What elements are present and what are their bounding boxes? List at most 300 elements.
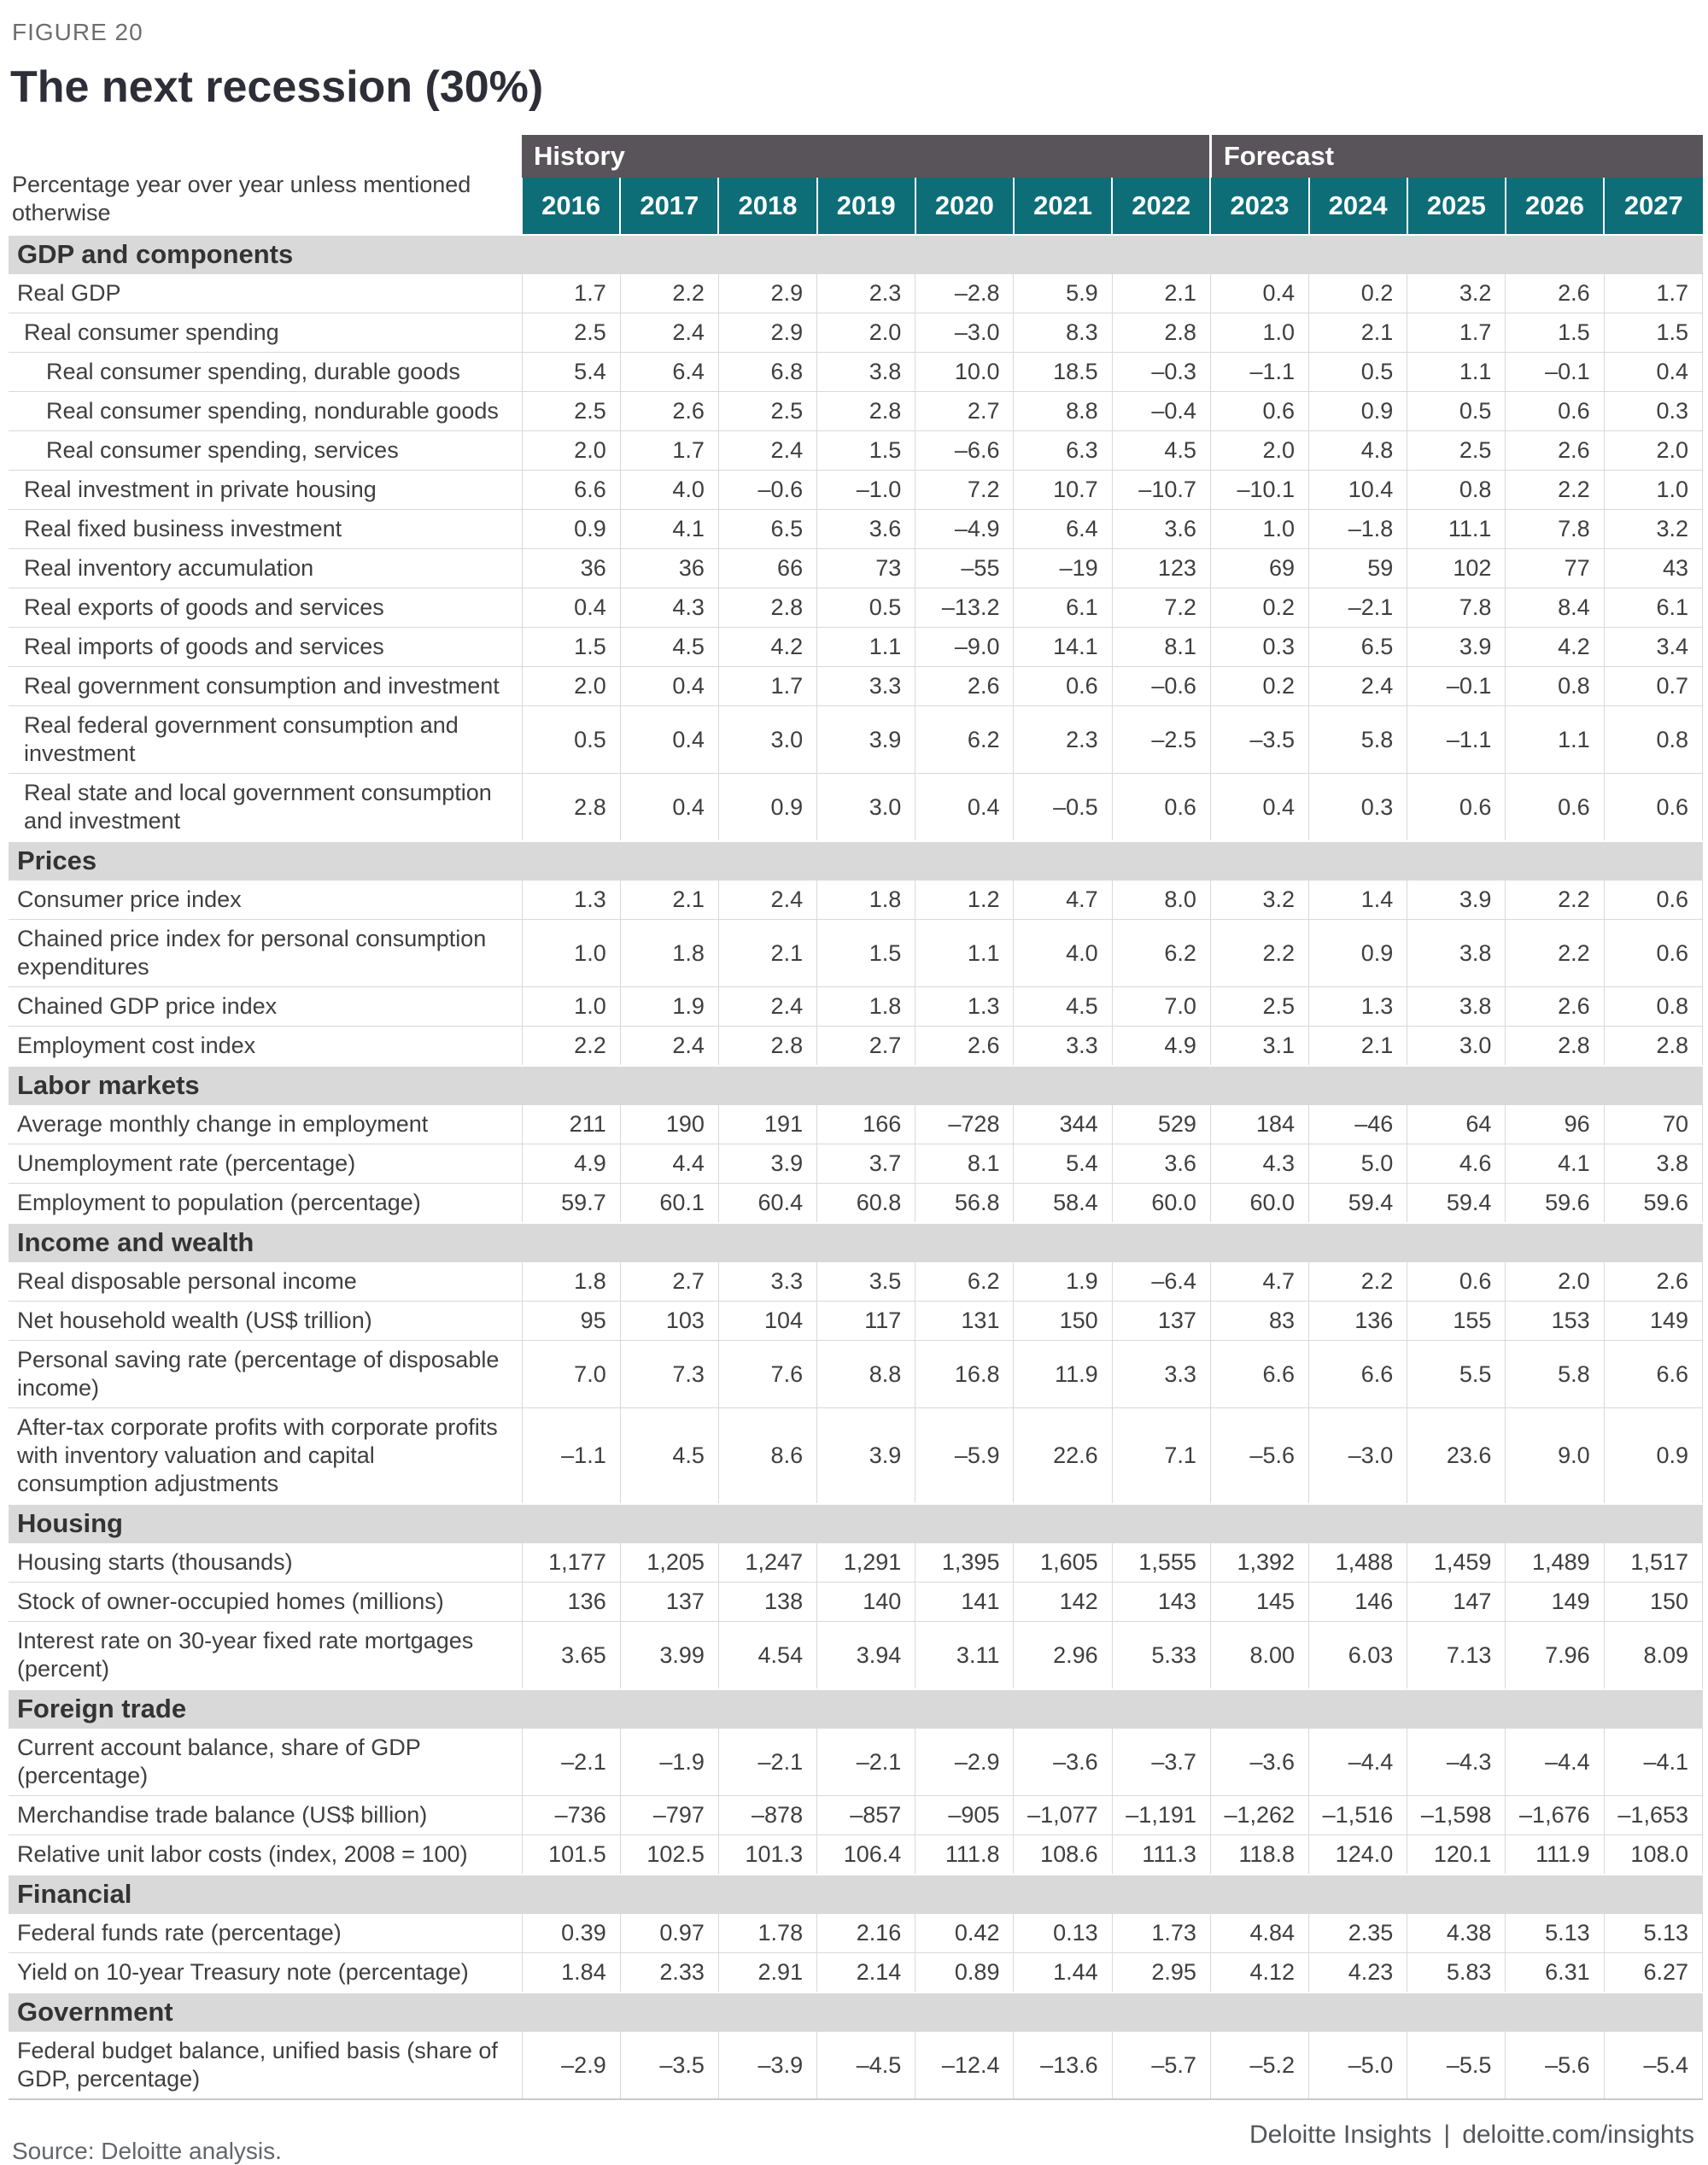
value-cell-2021: –3.6: [1014, 1729, 1112, 1796]
value-cell-2020: –55: [915, 549, 1014, 588]
value-cell-2019: 1,291: [817, 1543, 915, 1583]
value-cell-2019: 3.9: [817, 1408, 915, 1505]
value-cell-2027: 0.6: [1604, 920, 1702, 987]
figure-label: FIGURE 20: [12, 19, 143, 45]
value-cell-2022: 3.3: [1112, 1341, 1210, 1408]
value-cell-2023: –3.6: [1210, 1729, 1308, 1796]
value-cell-2016: 1.7: [522, 274, 620, 313]
value-cell-2025: 120.1: [1407, 1835, 1506, 1875]
value-cell-2022: 4.9: [1112, 1027, 1210, 1067]
value-cell-2018: 191: [718, 1105, 816, 1144]
value-cell-2017: 60.1: [620, 1184, 718, 1224]
value-cell-2019: 3.94: [817, 1622, 915, 1690]
table-row: [9, 549, 1703, 588]
value-cell-2024: 4.8: [1309, 431, 1407, 471]
value-cell-2026: –1,676: [1506, 1796, 1604, 1835]
row-label: Real state and local government consumption and investment: [9, 774, 522, 842]
value-cell-2025: 23.6: [1407, 1408, 1506, 1505]
value-cell-2026: 2.8: [1506, 1027, 1604, 1067]
value-cell-2021: 4.0: [1014, 920, 1112, 987]
value-cell-2020: 1.1: [915, 920, 1014, 987]
value-cell-2026: 1.5: [1506, 313, 1604, 353]
value-cell-2024: –46: [1309, 1105, 1407, 1144]
row-label: Current account balance, share of GDP (percentage): [9, 1729, 522, 1796]
value-cell-2020: 2.6: [915, 1027, 1014, 1067]
table-row: [9, 1835, 1703, 1875]
value-cell-2017: 1.8: [620, 920, 718, 987]
value-cell-2026: 2.2: [1506, 471, 1604, 510]
value-cell-2024: 2.4: [1309, 667, 1407, 706]
value-cell-2020: 111.8: [915, 1835, 1014, 1875]
row-label: Real disposable personal income: [9, 1262, 522, 1302]
value-cell-2016: 59.7: [522, 1184, 620, 1224]
value-cell-2016: 36: [522, 549, 620, 588]
section-header: Foreign trade: [9, 1689, 1703, 1729]
value-cell-2019: –4.5: [817, 2032, 915, 2100]
value-cell-2022: –10.7: [1112, 471, 1210, 510]
value-cell-2017: 2.4: [620, 1027, 718, 1067]
value-cell-2016: 2.0: [522, 431, 620, 471]
table-note: Percentage year over year unless mentioned otherwise: [12, 172, 471, 225]
value-cell-2019: 73: [817, 549, 915, 588]
value-cell-2017: 4.4: [620, 1144, 718, 1184]
year-header-2016: 2016: [522, 178, 620, 235]
value-cell-2016: 101.5: [522, 1835, 620, 1875]
value-cell-2019: 2.8: [817, 392, 915, 431]
value-cell-2022: –0.6: [1112, 667, 1210, 706]
year-header-2025: 2025: [1407, 178, 1506, 235]
value-cell-2020: –2.8: [915, 274, 1014, 313]
table-row: [9, 1622, 1703, 1690]
value-cell-2022: 6.2: [1112, 920, 1210, 987]
value-cell-2026: 4.2: [1506, 628, 1604, 667]
value-cell-2023: 0.4: [1210, 274, 1308, 313]
value-cell-2025: 1.7: [1407, 313, 1506, 353]
history-header: History: [522, 135, 1210, 178]
value-cell-2019: 166: [817, 1105, 915, 1144]
value-cell-2020: 16.8: [915, 1341, 1014, 1408]
value-cell-2020: 131: [915, 1302, 1014, 1341]
value-cell-2027: 5.13: [1604, 1914, 1702, 1953]
value-cell-2022: 2.1: [1112, 274, 1210, 313]
value-cell-2022: –1,191: [1112, 1796, 1210, 1835]
value-cell-2025: 5.5: [1407, 1341, 1506, 1408]
value-cell-2019: 3.7: [817, 1144, 915, 1184]
value-cell-2027: 0.6: [1604, 881, 1702, 920]
value-cell-2020: 7.2: [915, 471, 1014, 510]
table-row: [9, 987, 1703, 1027]
value-cell-2018: 2.1: [718, 920, 816, 987]
value-cell-2027: 150: [1604, 1583, 1702, 1622]
value-cell-2026: 2.6: [1506, 274, 1604, 313]
value-cell-2023: 6.6: [1210, 1341, 1308, 1408]
value-cell-2017: 0.97: [620, 1914, 718, 1953]
value-cell-2020: 10.0: [915, 353, 1014, 392]
value-cell-2024: 1.3: [1309, 987, 1407, 1027]
table-corner: [9, 135, 522, 235]
year-header-2021: 2021: [1014, 178, 1112, 235]
row-label: Unemployment rate (percentage): [9, 1144, 522, 1184]
value-cell-2018: 2.91: [718, 1953, 816, 1993]
value-cell-2019: 3.8: [817, 353, 915, 392]
value-cell-2023: –10.1: [1210, 471, 1308, 510]
value-cell-2025: 0.6: [1407, 774, 1506, 842]
value-cell-2027: 108.0: [1604, 1835, 1702, 1875]
value-cell-2016: –1.1: [522, 1408, 620, 1505]
value-cell-2026: 149: [1506, 1583, 1604, 1622]
value-cell-2021: 6.1: [1014, 588, 1112, 628]
value-cell-2024: 6.5: [1309, 628, 1407, 667]
value-cell-2021: 1,605: [1014, 1543, 1112, 1583]
value-cell-2019: 2.0: [817, 313, 915, 353]
value-cell-2025: –0.1: [1407, 667, 1506, 706]
value-cell-2024: 6.03: [1309, 1622, 1407, 1690]
value-cell-2018: 7.6: [718, 1341, 816, 1408]
value-cell-2017: 6.4: [620, 353, 718, 392]
value-cell-2018: 101.3: [718, 1835, 816, 1875]
value-cell-2021: 108.6: [1014, 1835, 1112, 1875]
value-cell-2023: –5.6: [1210, 1408, 1308, 1505]
value-cell-2016: 7.0: [522, 1341, 620, 1408]
value-cell-2024: 2.2: [1309, 1262, 1407, 1302]
value-cell-2027: 3.2: [1604, 510, 1702, 549]
table-row: [9, 706, 1703, 774]
value-cell-2025: 7.13: [1407, 1622, 1506, 1690]
value-cell-2018: 6.8: [718, 353, 816, 392]
value-cell-2025: 1,459: [1407, 1543, 1506, 1583]
value-cell-2022: –0.3: [1112, 353, 1210, 392]
table-row: [9, 471, 1703, 510]
value-cell-2018: 66: [718, 549, 816, 588]
table-row: [9, 1341, 1703, 1408]
value-cell-2016: –2.1: [522, 1729, 620, 1796]
value-cell-2017: 36: [620, 549, 718, 588]
table-row: [9, 774, 1703, 842]
value-cell-2018: 3.3: [718, 1262, 816, 1302]
value-cell-2023: 4.12: [1210, 1953, 1308, 1993]
row-label: Net household wealth (US$ trillion): [9, 1302, 522, 1341]
forecast-header: Forecast: [1210, 135, 1702, 178]
value-cell-2024: 0.3: [1309, 774, 1407, 842]
value-cell-2027: 0.7: [1604, 667, 1702, 706]
value-cell-2024: 10.4: [1309, 471, 1407, 510]
footer-url: deloitte.com/insights: [1462, 2121, 1694, 2149]
value-cell-2027: 70: [1604, 1105, 1702, 1144]
value-cell-2024: –1.8: [1309, 510, 1407, 549]
value-cell-2027: 0.8: [1604, 706, 1702, 774]
value-cell-2019: 8.8: [817, 1341, 915, 1408]
value-cell-2025: –1.1: [1407, 706, 1506, 774]
value-cell-2020: –12.4: [915, 2032, 1014, 2100]
value-cell-2020: 0.42: [915, 1914, 1014, 1953]
value-cell-2019: 3.6: [817, 510, 915, 549]
value-cell-2018: –878: [718, 1796, 816, 1835]
value-cell-2021: –1,077: [1014, 1796, 1112, 1835]
value-cell-2017: 4.0: [620, 471, 718, 510]
value-cell-2023: 83: [1210, 1302, 1308, 1341]
value-cell-2026: 6.31: [1506, 1953, 1604, 1993]
value-cell-2019: 1.5: [817, 431, 915, 471]
value-cell-2020: –9.0: [915, 628, 1014, 667]
value-cell-2023: 0.3: [1210, 628, 1308, 667]
value-cell-2017: 0.4: [620, 706, 718, 774]
value-cell-2022: 143: [1112, 1583, 1210, 1622]
value-cell-2027: 0.3: [1604, 392, 1702, 431]
value-cell-2021: 5.9: [1014, 274, 1112, 313]
value-cell-2024: –4.4: [1309, 1729, 1407, 1796]
table-row: [9, 588, 1703, 628]
value-cell-2016: 1.0: [522, 987, 620, 1027]
value-cell-2023: 3.1: [1210, 1027, 1308, 1067]
value-cell-2021: 1.44: [1014, 1953, 1112, 1993]
value-cell-2025: 59.4: [1407, 1184, 1506, 1224]
value-cell-2023: –3.5: [1210, 706, 1308, 774]
value-cell-2025: 0.6: [1407, 1262, 1506, 1302]
section-header: GDP and components: [9, 235, 1703, 274]
value-cell-2017: 102.5: [620, 1835, 718, 1875]
value-cell-2026: 2.6: [1506, 987, 1604, 1027]
value-cell-2021: 6.4: [1014, 510, 1112, 549]
value-cell-2025: 0.8: [1407, 471, 1506, 510]
table-row: [9, 431, 1703, 471]
table-row: [9, 881, 1703, 920]
value-cell-2018: 2.9: [718, 274, 816, 313]
value-cell-2023: 3.2: [1210, 881, 1308, 920]
value-cell-2027: 6.27: [1604, 1953, 1702, 1993]
value-cell-2020: –4.9: [915, 510, 1014, 549]
value-cell-2016: 3.65: [522, 1622, 620, 1690]
value-cell-2019: 140: [817, 1583, 915, 1622]
value-cell-2019: –2.1: [817, 1729, 915, 1796]
row-label: Relative unit labor costs (index, 2008 = 100): [9, 1835, 522, 1875]
value-cell-2021: 11.9: [1014, 1341, 1112, 1408]
value-cell-2016: 1.8: [522, 1262, 620, 1302]
value-cell-2024: 6.6: [1309, 1341, 1407, 1408]
value-cell-2019: 1.1: [817, 628, 915, 667]
value-cell-2020: –728: [915, 1105, 1014, 1144]
table-row: [9, 1105, 1703, 1144]
value-cell-2016: 95: [522, 1302, 620, 1341]
value-cell-2026: –5.6: [1506, 2032, 1604, 2100]
value-cell-2018: 2.8: [718, 588, 816, 628]
value-cell-2027: 1.7: [1604, 274, 1702, 313]
value-cell-2021: 2.96: [1014, 1622, 1112, 1690]
value-cell-2016: –2.9: [522, 2032, 620, 2100]
value-cell-2017: 7.3: [620, 1341, 718, 1408]
value-cell-2020: 1.2: [915, 881, 1014, 920]
value-cell-2017: 137: [620, 1583, 718, 1622]
value-cell-2017: –1.9: [620, 1729, 718, 1796]
value-cell-2022: 1.73: [1112, 1914, 1210, 1953]
value-cell-2025: –1,598: [1407, 1796, 1506, 1835]
value-cell-2017: 1.9: [620, 987, 718, 1027]
value-cell-2023: –1,262: [1210, 1796, 1308, 1835]
value-cell-2024: 5.8: [1309, 706, 1407, 774]
value-cell-2022: 137: [1112, 1302, 1210, 1341]
table-row: [9, 274, 1703, 313]
value-cell-2019: 1.8: [817, 987, 915, 1027]
value-cell-2021: 6.3: [1014, 431, 1112, 471]
value-cell-2017: 4.1: [620, 510, 718, 549]
value-cell-2024: 0.2: [1309, 274, 1407, 313]
value-cell-2016: 2.8: [522, 774, 620, 842]
forecast-table-wrap: [9, 135, 1699, 2100]
table-row: [9, 1583, 1703, 1622]
footer-branding: [1249, 2121, 1694, 2150]
value-cell-2021: 142: [1014, 1583, 1112, 1622]
value-cell-2020: 56.8: [915, 1184, 1014, 1224]
value-cell-2022: 8.0: [1112, 881, 1210, 920]
value-cell-2025: 11.1: [1407, 510, 1506, 549]
value-cell-2018: 1.78: [718, 1914, 816, 1953]
value-cell-2021: –19: [1014, 549, 1112, 588]
value-cell-2018: 3.9: [718, 1144, 816, 1184]
value-cell-2025: 3.0: [1407, 1027, 1506, 1067]
value-cell-2027: 6.1: [1604, 588, 1702, 628]
value-cell-2024: 124.0: [1309, 1835, 1407, 1875]
value-cell-2020: –13.2: [915, 588, 1014, 628]
value-cell-2020: 3.11: [915, 1622, 1014, 1690]
value-cell-2025: 7.8: [1407, 588, 1506, 628]
value-cell-2026: –0.1: [1506, 353, 1604, 392]
value-cell-2017: 2.1: [620, 881, 718, 920]
section-header: Financial: [9, 1875, 1703, 1914]
value-cell-2021: 14.1: [1014, 628, 1112, 667]
value-cell-2024: –3.0: [1309, 1408, 1407, 1505]
value-cell-2017: 103: [620, 1302, 718, 1341]
value-cell-2018: 4.54: [718, 1622, 816, 1690]
value-cell-2022: 5.33: [1112, 1622, 1210, 1690]
value-cell-2027: 8.09: [1604, 1622, 1702, 1690]
value-cell-2027: 0.9: [1604, 1408, 1702, 1505]
value-cell-2027: –5.4: [1604, 2032, 1702, 2100]
value-cell-2016: 1.84: [522, 1953, 620, 1993]
table-row: [9, 1302, 1703, 1341]
value-cell-2027: 3.8: [1604, 1144, 1702, 1184]
value-cell-2024: 136: [1309, 1302, 1407, 1341]
value-cell-2026: 2.0: [1506, 1262, 1604, 1302]
value-cell-2016: 211: [522, 1105, 620, 1144]
value-cell-2017: 4.5: [620, 1408, 718, 1505]
table-row: [9, 1729, 1703, 1796]
value-cell-2023: –5.2: [1210, 2032, 1308, 2100]
value-cell-2027: –1,653: [1604, 1796, 1702, 1835]
value-cell-2021: 344: [1014, 1105, 1112, 1144]
value-cell-2026: 7.96: [1506, 1622, 1604, 1690]
value-cell-2016: 0.4: [522, 588, 620, 628]
value-cell-2016: 2.2: [522, 1027, 620, 1067]
value-cell-2017: 190: [620, 1105, 718, 1144]
table-row: [9, 1144, 1703, 1184]
row-label: Real consumer spending: [9, 313, 522, 353]
row-label: Average monthly change in employment: [9, 1105, 522, 1144]
value-cell-2026: 0.6: [1506, 392, 1604, 431]
value-cell-2019: 2.14: [817, 1953, 915, 1993]
value-cell-2025: 147: [1407, 1583, 1506, 1622]
year-header-2026: 2026: [1506, 178, 1604, 235]
value-cell-2020: 6.2: [915, 706, 1014, 774]
value-cell-2018: 8.6: [718, 1408, 816, 1505]
value-cell-2025: 1.1: [1407, 353, 1506, 392]
row-label: Real fixed business investment: [9, 510, 522, 549]
forecast-table: [9, 135, 1703, 2100]
value-cell-2018: –2.1: [718, 1729, 816, 1796]
value-cell-2023: 69: [1210, 549, 1308, 588]
value-cell-2021: –0.5: [1014, 774, 1112, 842]
value-cell-2020: 0.89: [915, 1953, 1014, 1993]
value-cell-2016: 1.3: [522, 881, 620, 920]
value-cell-2018: 4.2: [718, 628, 816, 667]
row-label: Housing starts (thousands): [9, 1543, 522, 1583]
value-cell-2025: 2.5: [1407, 431, 1506, 471]
value-cell-2020: 1,395: [915, 1543, 1014, 1583]
value-cell-2018: 3.0: [718, 706, 816, 774]
value-cell-2026: 4.1: [1506, 1144, 1604, 1184]
value-cell-2024: 2.35: [1309, 1914, 1407, 1953]
value-cell-2024: 2.1: [1309, 313, 1407, 353]
value-cell-2026: 8.4: [1506, 588, 1604, 628]
value-cell-2025: –4.3: [1407, 1729, 1506, 1796]
section-header: Labor markets: [9, 1066, 1703, 1105]
value-cell-2025: 155: [1407, 1302, 1506, 1341]
row-label: Real consumer spending, durable goods: [9, 353, 522, 392]
table-row: [9, 1262, 1703, 1302]
value-cell-2020: 141: [915, 1583, 1014, 1622]
value-cell-2024: 146: [1309, 1583, 1407, 1622]
value-cell-2018: 2.9: [718, 313, 816, 353]
value-cell-2017: 4.5: [620, 628, 718, 667]
value-cell-2024: 5.0: [1309, 1144, 1407, 1184]
value-cell-2018: –3.9: [718, 2032, 816, 2100]
value-cell-2023: 4.84: [1210, 1914, 1308, 1953]
value-cell-2021: 4.5: [1014, 987, 1112, 1027]
value-cell-2019: 106.4: [817, 1835, 915, 1875]
value-cell-2024: 59.4: [1309, 1184, 1407, 1224]
value-cell-2022: 0.6: [1112, 774, 1210, 842]
value-cell-2019: 2.16: [817, 1914, 915, 1953]
value-cell-2023: 2.5: [1210, 987, 1308, 1027]
value-cell-2025: 3.2: [1407, 274, 1506, 313]
value-cell-2016: 5.4: [522, 353, 620, 392]
value-cell-2018: 6.5: [718, 510, 816, 549]
row-label: Stock of owner-occupied homes (millions): [9, 1583, 522, 1622]
value-cell-2025: 3.8: [1407, 920, 1506, 987]
value-cell-2018: 1,247: [718, 1543, 816, 1583]
year-header-2024: 2024: [1309, 178, 1407, 235]
table-row: [9, 667, 1703, 706]
value-cell-2017: 2.33: [620, 1953, 718, 1993]
value-cell-2017: 0.4: [620, 774, 718, 842]
value-cell-2020: 2.7: [915, 392, 1014, 431]
value-cell-2022: 8.1: [1112, 628, 1210, 667]
value-cell-2021: –13.6: [1014, 2032, 1112, 2100]
value-cell-2027: 2.0: [1604, 431, 1702, 471]
value-cell-2021: 0.13: [1014, 1914, 1112, 1953]
row-label: Real investment in private housing: [9, 471, 522, 510]
year-header-2020: 2020: [915, 178, 1014, 235]
section-header: Income and wealth: [9, 1223, 1703, 1262]
section-header: Government: [9, 1992, 1703, 2032]
value-cell-2023: 4.3: [1210, 1144, 1308, 1184]
value-cell-2022: 111.3: [1112, 1835, 1210, 1875]
value-cell-2020: –905: [915, 1796, 1014, 1835]
value-cell-2025: 4.6: [1407, 1144, 1506, 1184]
row-label: After-tax corporate profits with corporate profits with inventory valuation and capital consumption adjustments: [9, 1408, 522, 1505]
row-label: Real GDP: [9, 274, 522, 313]
value-cell-2016: 0.9: [522, 510, 620, 549]
value-cell-2024: 0.9: [1309, 392, 1407, 431]
value-cell-2024: 0.9: [1309, 920, 1407, 987]
